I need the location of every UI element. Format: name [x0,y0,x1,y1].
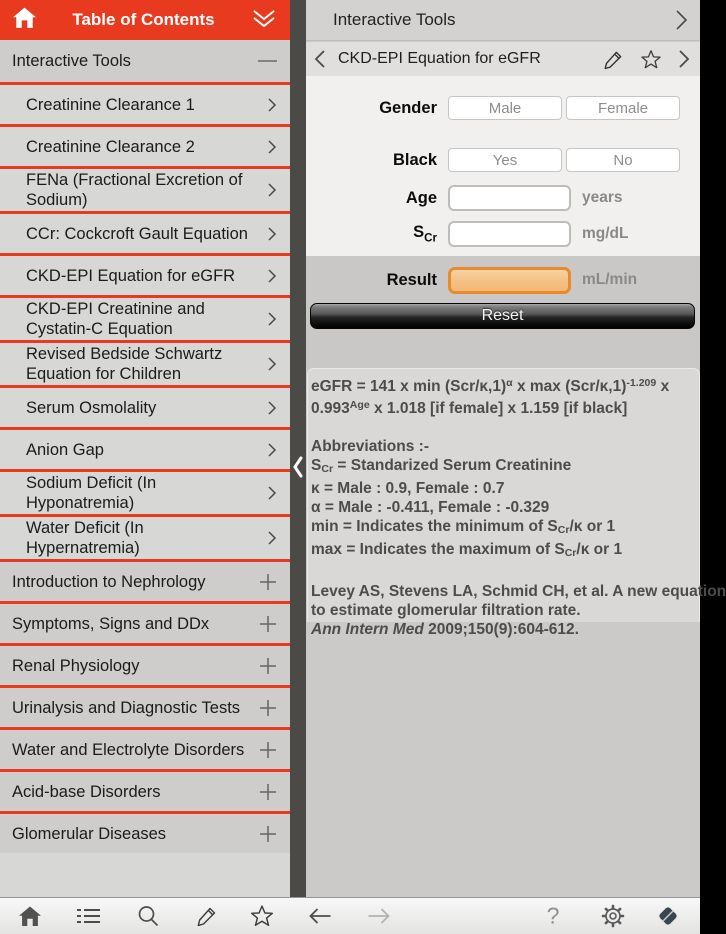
gender-label: Gender [379,98,437,117]
sidebar-item-label: CCr: Cockcroft Gault Equation [26,224,248,243]
chevron-right-icon [267,530,277,546]
sidebar-item-sodium-deficit[interactable] [0,469,290,514]
chevron-right-icon [267,226,277,242]
collapse-toc-icon[interactable] [250,6,278,35]
brand-diamond-icon[interactable] [654,902,682,930]
sidebar-item-ckd-epi-cystatin[interactable] [0,295,290,340]
sidebar-item-label: Creatinine Clearance 2 [26,137,195,156]
result-label: Result [386,270,437,289]
sidebar-item-label: Renal Physiology [12,656,140,675]
sidebar-item-serum-osmolality[interactable] [0,385,290,427]
sidebar-item-fena[interactable] [0,166,290,211]
collapse-pane-chevron-icon[interactable] [292,455,304,479]
favorite-star-icon[interactable] [250,905,275,928]
gender-male-button[interactable]: Male [448,96,562,120]
home-icon[interactable] [12,6,37,34]
toc-header [0,0,290,40]
plus-icon [259,573,277,591]
sidebar-item-acid-base-disorders[interactable] [0,769,290,811]
scr-unit: mg/dL [582,225,629,242]
list-icon[interactable] [77,907,101,925]
formula-line: to estimate glomerular filtration rate. [311,602,581,619]
sidebar-item-urinalysis-diagnostic-tests[interactable] [0,685,290,727]
formula-line: min = Indicates the minimum of $S_{Cr}/\kappa$ or 1 [311,518,616,536]
forward-arrow-icon[interactable] [367,907,392,925]
formula-line: $0.993^{Age}$ x 1.018 [if female] x 1.159 [if black] [311,399,628,417]
plus-icon [259,615,277,633]
sidebar-item-label: Water and Electrolyte Disorders [12,740,245,759]
bottom-toolbar [0,897,700,934]
black-no-button[interactable]: No [566,148,680,172]
help-icon[interactable]: ? [546,902,560,929]
back-chevron-icon[interactable] [314,49,326,69]
scr-label: $S_{Cr}$ [413,223,437,245]
pane-divider[interactable] [290,0,306,897]
sidebar-item-label: Serum Osmolality [26,398,157,417]
minus-icon [258,59,277,63]
chevron-right-icon [267,182,277,198]
home-icon[interactable] [18,905,42,927]
sidebar-item-creatinine-clearance-2[interactable] [0,124,290,166]
age-label: Age [405,188,437,207]
chevron-right-icon [267,400,277,416]
sidebar-item-label: Creatinine Clearance 1 [26,95,195,114]
search-icon[interactable] [137,905,159,927]
sidebar-item-creatinine-clearance-1[interactable] [0,82,290,124]
sidebar-item-label: CKD-EPI Creatinine and Cystatin-C Equation [26,300,205,338]
chevron-right-icon [267,311,277,327]
sidebar-item-renal-physiology[interactable] [0,643,290,685]
chevron-right-icon[interactable] [675,9,688,31]
result-unit: mL/min [582,271,638,288]
sidebar-item-label: Urinalysis and Diagnostic Tests [12,698,241,717]
sidebar-item-label: Revised Bedside Schwartz Equation for Children [26,345,223,383]
sidebar-item-water-electrolyte-disorders[interactable] [0,727,290,769]
chevron-right-icon [267,97,277,113]
sidebar-item-label: CKD-EPI Equation for eGFR [26,266,236,285]
gear-icon[interactable] [601,904,625,928]
sidebar-item-label: Acid-base Disorders [12,782,161,801]
black-yes-button[interactable]: Yes [448,148,562,172]
toc-title: Table of Contents [72,10,215,29]
formula-line: max = Indicates the maximum of $S_{Cr}/\kappa$ or 1 [311,541,623,559]
plus-icon [259,741,277,759]
favorite-star-icon[interactable] [640,49,662,70]
formula-line: eGFR = 141 x $\min (Scr/\kappa,1)^\alpha$ x $\max (Scr/\kappa,1)^{-1.209}$ x [311,377,670,395]
sidebar-item-symptoms-signs-ddx[interactable] [0,601,290,643]
formula-line: Ann Intern Med 2009;150(9):604-612. [311,621,579,638]
formula-line: α = Male : -0.411, Female : -0.329 [311,499,550,516]
page-title: CKD-EPI Equation for eGFR [338,50,541,67]
result-field [448,267,571,294]
age-unit: years [582,189,623,206]
sidebar-item-interactive-tools[interactable] [0,40,290,82]
result-section [306,256,700,368]
sidebar-item-label: Glomerular Diseases [12,824,167,843]
age-input[interactable] [448,185,571,211]
sidebar-item-introduction-to-nephrology[interactable] [0,559,290,601]
plus-icon [259,783,277,801]
detail-breadcrumb-bar [306,0,700,41]
sidebar-item-label: Interactive Tools [12,52,131,70]
black-label: Black [392,150,437,169]
plus-icon [259,699,277,717]
reset-button[interactable]: Reset [310,303,695,329]
sidebar-item-label: FENa (Fractional Excretion of Sodium) [26,171,243,209]
sidebar-item-ccr-cockcroft-gault[interactable] [0,211,290,253]
sidebar-item-label: Symptoms, Signs and DDx [12,614,210,633]
formula-line: κ = Male : 0.9, Female : 0.7 [311,480,505,497]
scr-input[interactable] [448,221,571,247]
chevron-right-icon [267,139,277,155]
formula-panel[interactable] [307,368,726,638]
sidebar-item-label: Anion Gap [26,440,104,459]
toc-sidebar [0,0,290,897]
sidebar-item-label: Water Deficit (In Hypernatremia) [26,519,144,557]
plus-icon [259,657,277,675]
edit-icon[interactable] [603,49,624,70]
chevron-right-icon [267,356,277,372]
formula-line: Abbreviations :- [311,438,429,455]
calculator-form [306,76,700,256]
back-arrow-icon[interactable] [308,907,333,925]
sidebar-item-schwartz-children[interactable] [0,340,290,385]
sidebar-item-label: Introduction to Nephrology [12,572,206,591]
breadcrumb: Interactive Tools [333,10,456,29]
detail-pane [306,0,726,897]
sidebar-item-glomerular-diseases[interactable] [0,811,290,853]
chevron-right-icon [267,442,277,458]
plus-icon [259,825,277,843]
formula-line [311,563,697,582]
gender-female-button[interactable]: Female [566,96,680,120]
sidebar-item-water-deficit[interactable] [0,514,290,559]
sidebar-item-label: Sodium Deficit (In Hyponatremia) [26,474,157,512]
chevron-right-icon [267,485,277,501]
formula-line: Levey AS, Stevens LA, Schmid CH, et al. A new equation [311,583,726,600]
chevron-right-icon [267,268,277,284]
formula-line: $S_{Cr}$ = Standarized Serum Creatinine [311,457,572,475]
detail-title-bar [306,42,700,76]
formula-line [311,418,697,437]
edit-icon[interactable] [196,905,218,927]
forward-chevron-icon[interactable] [678,49,690,69]
sidebar-item-ckd-epi-egfr[interactable] [0,253,290,295]
sidebar-item-anion-gap[interactable] [0,427,290,469]
